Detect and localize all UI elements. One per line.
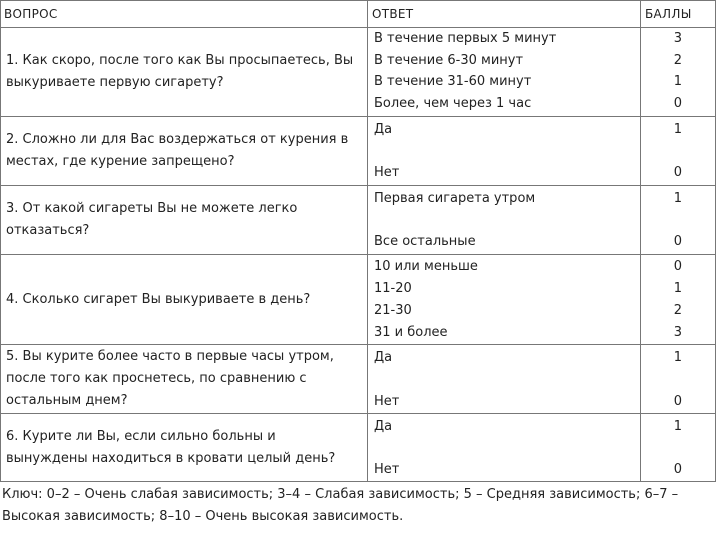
table-border-right <box>715 0 716 481</box>
answer-option: В течение первых 5 минут <box>374 31 557 46</box>
answer-points: 0 <box>673 462 682 477</box>
answer-option: Первая сигарета утром <box>374 191 536 206</box>
question-label: 1. Как скоро, после того как Вы просыпаетесь, Вы выкуриваете первую сигарету? <box>6 53 354 90</box>
answer-points: 1 <box>673 122 682 137</box>
question-label: 2. Сложно ли для Вас воздержаться от курения в местах, где курение запрещено? <box>6 132 349 169</box>
answer-points: 2 <box>673 303 682 318</box>
answer-option: Более, чем через 1 час <box>374 96 532 111</box>
answer-points: 0 <box>673 165 682 180</box>
answer-option: Да <box>374 122 393 137</box>
question-label: 4. Сколько сигарет Вы выкуриваете в день? <box>6 291 311 307</box>
header-points: БАЛЛЫ <box>645 7 692 21</box>
answer-points: 1 <box>673 191 682 206</box>
answer-option: 10 или меньше <box>374 259 478 274</box>
table-border-bottom <box>0 481 716 482</box>
question-label: 3. От какой сигареты Вы не можете легко отказаться? <box>6 201 298 238</box>
header-question: ВОПРОС <box>4 7 58 21</box>
answer-option: Все остальные <box>374 234 476 249</box>
table-border-top <box>0 0 716 1</box>
answer-option: Да <box>374 350 393 365</box>
table-border-left <box>0 0 1 481</box>
answer-option: 31 и более <box>374 325 448 340</box>
answer-points: 0 <box>673 234 682 249</box>
answer-points: 1 <box>673 419 682 434</box>
question-text <box>6 28 361 116</box>
answer-points: 1 <box>673 74 682 89</box>
scoring-key: Ключ: 0–2 – Очень слабая зависимость; 3–4 – Слабая зависимость; 5 – Средняя зависимость; 6–7 – Высокая зависимость; 8–10 – Очень высокая зависимость. <box>2 487 679 524</box>
column-divider-question <box>367 0 368 481</box>
answer-points: 3 <box>673 325 682 340</box>
answer-points: 3 <box>673 31 682 46</box>
question-label: 5. Вы курите более часто в первые часы утром, после того как проснетесь, по сравнению с остальным днем? <box>6 349 334 408</box>
answer-option: Нет <box>374 165 400 180</box>
answer-option: В течение 31-60 минут <box>374 74 532 89</box>
answer-points: 0 <box>673 96 682 111</box>
answer-option: 11-20 <box>374 281 412 296</box>
question-text <box>6 414 361 481</box>
answer-points: 1 <box>673 281 682 296</box>
question-text <box>6 117 361 185</box>
question-text <box>6 255 361 344</box>
answer-points: 1 <box>673 350 682 365</box>
question-text <box>6 186 361 254</box>
answer-points: 0 <box>673 394 682 409</box>
answer-points: 2 <box>673 53 682 68</box>
answer-option: Да <box>374 419 393 434</box>
header-answer: ОТВЕТ <box>372 7 414 21</box>
answer-option: В течение 6-30 минут <box>374 53 524 68</box>
answer-option: 21-30 <box>374 303 412 318</box>
question-text <box>6 345 361 413</box>
answer-points: 0 <box>673 259 682 274</box>
answer-option: Нет <box>374 462 400 477</box>
question-label: 6. Курите ли Вы, если сильно больны и вынуждены находиться в кровати целый день? <box>6 428 336 466</box>
answer-option: Нет <box>374 394 400 409</box>
